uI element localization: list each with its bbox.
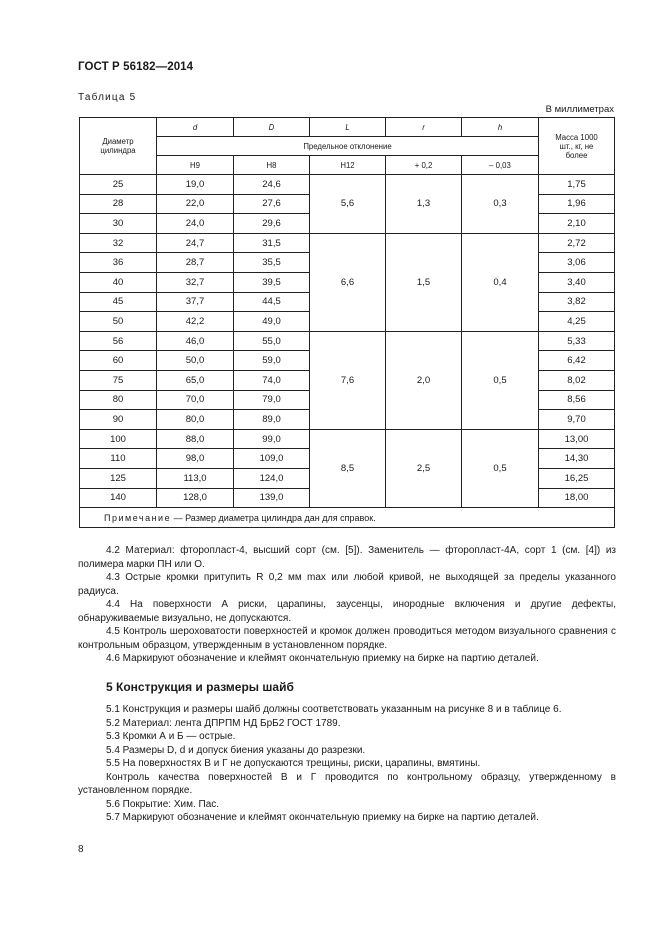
paragraph-4-4: 4.4 На поверхности А риски, царапины, заусенцы, инородные включения и другие дефекты, обнаруживаемые визуально, не допускаются. (78, 599, 616, 624)
note-label: Примечание (104, 512, 172, 523)
cell-diameter: 28 (80, 194, 157, 214)
cell-h: 0,4 (462, 233, 539, 331)
cell-diameter: 36 (80, 253, 157, 273)
cell-mass: 3,40 (539, 272, 615, 292)
section-4-text (78, 544, 616, 666)
cell-d: 98,0 (157, 449, 234, 469)
paragraph-5-3: 5.3 Кромки А и Б — острые. (106, 731, 236, 742)
tolerance-d: H9 (157, 156, 234, 175)
cell-D: 24,6 (234, 175, 310, 195)
table-row (80, 233, 615, 253)
header-r: r (386, 118, 462, 137)
paragraph-5-5-control: Контроль качества поверхностей В и Г проводится по контрольному образцу, утвержденному в установленном порядке. (78, 771, 616, 796)
cell-r: 1,5 (386, 233, 462, 331)
cell-diameter: 90 (80, 410, 157, 430)
cell-mass: 4,25 (539, 312, 615, 332)
paragraph-4-2: 4.2 Материал: фторопласт-4, высший сорт (см. [5]). Заменитель — фторопласт-4А, сорт 1 (см. [4]) из полимера марки ПН или О. (78, 545, 616, 570)
cell-r: 2,5 (386, 429, 462, 507)
cell-mass: 1,75 (539, 175, 615, 195)
cell-L: 8,5 (310, 429, 386, 507)
cell-d: 19,0 (157, 175, 234, 195)
header-diameter: Диаметр цилиндра (80, 118, 157, 175)
cell-mass: 2,10 (539, 214, 615, 234)
cell-d: 65,0 (157, 370, 234, 390)
paragraph-4-6: 4.6 Маркируют обозначение и клеймят окончательную приемку на бирке на партию деталей. (106, 653, 539, 664)
cell-d: 28,7 (157, 253, 234, 273)
cell-mass: 8,02 (539, 370, 615, 390)
cell-h: 0,5 (462, 331, 539, 429)
cell-d: 70,0 (157, 390, 234, 410)
cell-diameter: 140 (80, 488, 157, 508)
cell-mass: 18,00 (539, 488, 615, 508)
cell-D: 27,6 (234, 194, 310, 214)
paragraph-4-5: 4.5 Контроль шероховатости поверхностей и кромок должен проводиться методом визуального сравнения с контрольным образцом, утвержденным в установленном порядке. (78, 626, 616, 651)
cell-diameter: 45 (80, 292, 157, 312)
page-number: 8 (78, 844, 84, 855)
cell-diameter: 80 (80, 390, 157, 410)
cell-diameter: 125 (80, 468, 157, 488)
table-caption: Таблица 5 (78, 92, 137, 103)
cell-mass: 3,82 (539, 292, 615, 312)
cell-mass: 2,72 (539, 233, 615, 253)
cell-D: 55,0 (234, 331, 310, 351)
cell-d: 24,0 (157, 214, 234, 234)
cell-D: 139,0 (234, 488, 310, 508)
cell-D: 74,0 (234, 370, 310, 390)
cell-d: 46,0 (157, 331, 234, 351)
cell-D: 99,0 (234, 429, 310, 449)
cell-D: 31,5 (234, 233, 310, 253)
paragraph-5-6: 5.6 Покрытие: Хим. Пас. (106, 798, 220, 810)
paragraph-4-3: 4.3 Острые кромки притупить R 0,2 мм max или любой кривой, не выходящей за пределы указанного радиуса. (78, 572, 616, 597)
cell-diameter: 56 (80, 331, 157, 351)
cell-h: 0,3 (462, 175, 539, 234)
cell-D: 89,0 (234, 410, 310, 430)
cell-D: 39,5 (234, 272, 310, 292)
cell-d: 42,2 (157, 312, 234, 332)
cell-d: 24,7 (157, 233, 234, 253)
cell-L: 6,6 (310, 233, 386, 331)
cell-mass: 16,25 (539, 468, 615, 488)
tolerance-D: H8 (234, 156, 310, 175)
paragraph-5-1: 5.1 Конструкция и размеры шайб должны соответствовать указанным на рисунке 8 и в таблице 6. (106, 704, 562, 715)
section-5-text (78, 703, 616, 825)
header-h: h (462, 118, 539, 137)
header-D: D (234, 118, 310, 137)
cell-d: 113,0 (157, 468, 234, 488)
paragraph-5-4: 5.4 Размеры D, d и допуск биения указаны до разрезки. (106, 744, 366, 756)
document-header: ГОСТ Р 56182—2014 (78, 61, 194, 73)
table-row (80, 429, 615, 449)
cell-D: 29,6 (234, 214, 310, 234)
cell-mass: 5,33 (539, 331, 615, 351)
dimensions-table (79, 117, 615, 528)
header-d: d (157, 118, 234, 137)
table-row (80, 175, 615, 195)
cell-diameter: 60 (80, 351, 157, 371)
cell-r: 2,0 (386, 331, 462, 429)
cell-d: 22,0 (157, 194, 234, 214)
cell-D: 49,0 (234, 312, 310, 332)
cell-mass: 14,30 (539, 449, 615, 469)
cell-mass: 13,00 (539, 429, 615, 449)
cell-D: 59,0 (234, 351, 310, 371)
cell-diameter: 25 (80, 175, 157, 195)
tolerance-L: H12 (310, 156, 386, 175)
note-text: — Размер диаметра цилиндра дан для справок. (171, 512, 376, 523)
cell-D: 79,0 (234, 390, 310, 410)
cell-D: 44,5 (234, 292, 310, 312)
cell-r: 1,3 (386, 175, 462, 234)
cell-diameter: 100 (80, 429, 157, 449)
cell-diameter: 30 (80, 214, 157, 234)
header-L: L (310, 118, 386, 137)
cell-D: 109,0 (234, 449, 310, 469)
cell-mass: 1,96 (539, 194, 615, 214)
paragraph-5-5: 5.5 На поверхностях В и Г не допускаются трещины, риски, царапины, вмятины. (106, 758, 481, 769)
table-row (80, 331, 615, 351)
cell-mass: 9,70 (539, 410, 615, 430)
cell-d: 88,0 (157, 429, 234, 449)
cell-mass: 8,56 (539, 390, 615, 410)
paragraph-5-2: 5.2 Материал: лента ДПРПМ НД БрБ2 ГОСТ 1789. (106, 717, 341, 729)
cell-mass: 3,06 (539, 253, 615, 273)
cell-d: 32,7 (157, 272, 234, 292)
paragraph-5-7: 5.7 Маркируют обозначение и клеймят окончательную приемку на бирке на партию деталей. (106, 812, 539, 823)
cell-diameter: 110 (80, 449, 157, 469)
cell-diameter: 40 (80, 272, 157, 292)
table-units: В миллиметрах (545, 104, 614, 115)
section-5-title: 5 Конструкция и размеры шайб (106, 680, 294, 694)
cell-h: 0,5 (462, 429, 539, 507)
cell-mass: 6,42 (539, 351, 615, 371)
cell-d: 37,7 (157, 292, 234, 312)
tolerance-r: + 0,2 (386, 156, 462, 175)
cell-D: 35,5 (234, 253, 310, 273)
cell-d: 128,0 (157, 488, 234, 508)
header-deviation: Предельное отклонение (157, 137, 539, 156)
tolerance-h: – 0,03 (462, 156, 539, 175)
cell-L: 7,6 (310, 331, 386, 429)
cell-diameter: 32 (80, 233, 157, 253)
cell-diameter: 75 (80, 370, 157, 390)
cell-d: 80,0 (157, 410, 234, 430)
cell-D: 124,0 (234, 468, 310, 488)
cell-L: 5,6 (310, 175, 386, 234)
table-note (80, 508, 615, 528)
header-mass: Масса 1000 шт., кг, не более (539, 118, 615, 175)
cell-d: 50,0 (157, 351, 234, 371)
cell-diameter: 50 (80, 312, 157, 332)
